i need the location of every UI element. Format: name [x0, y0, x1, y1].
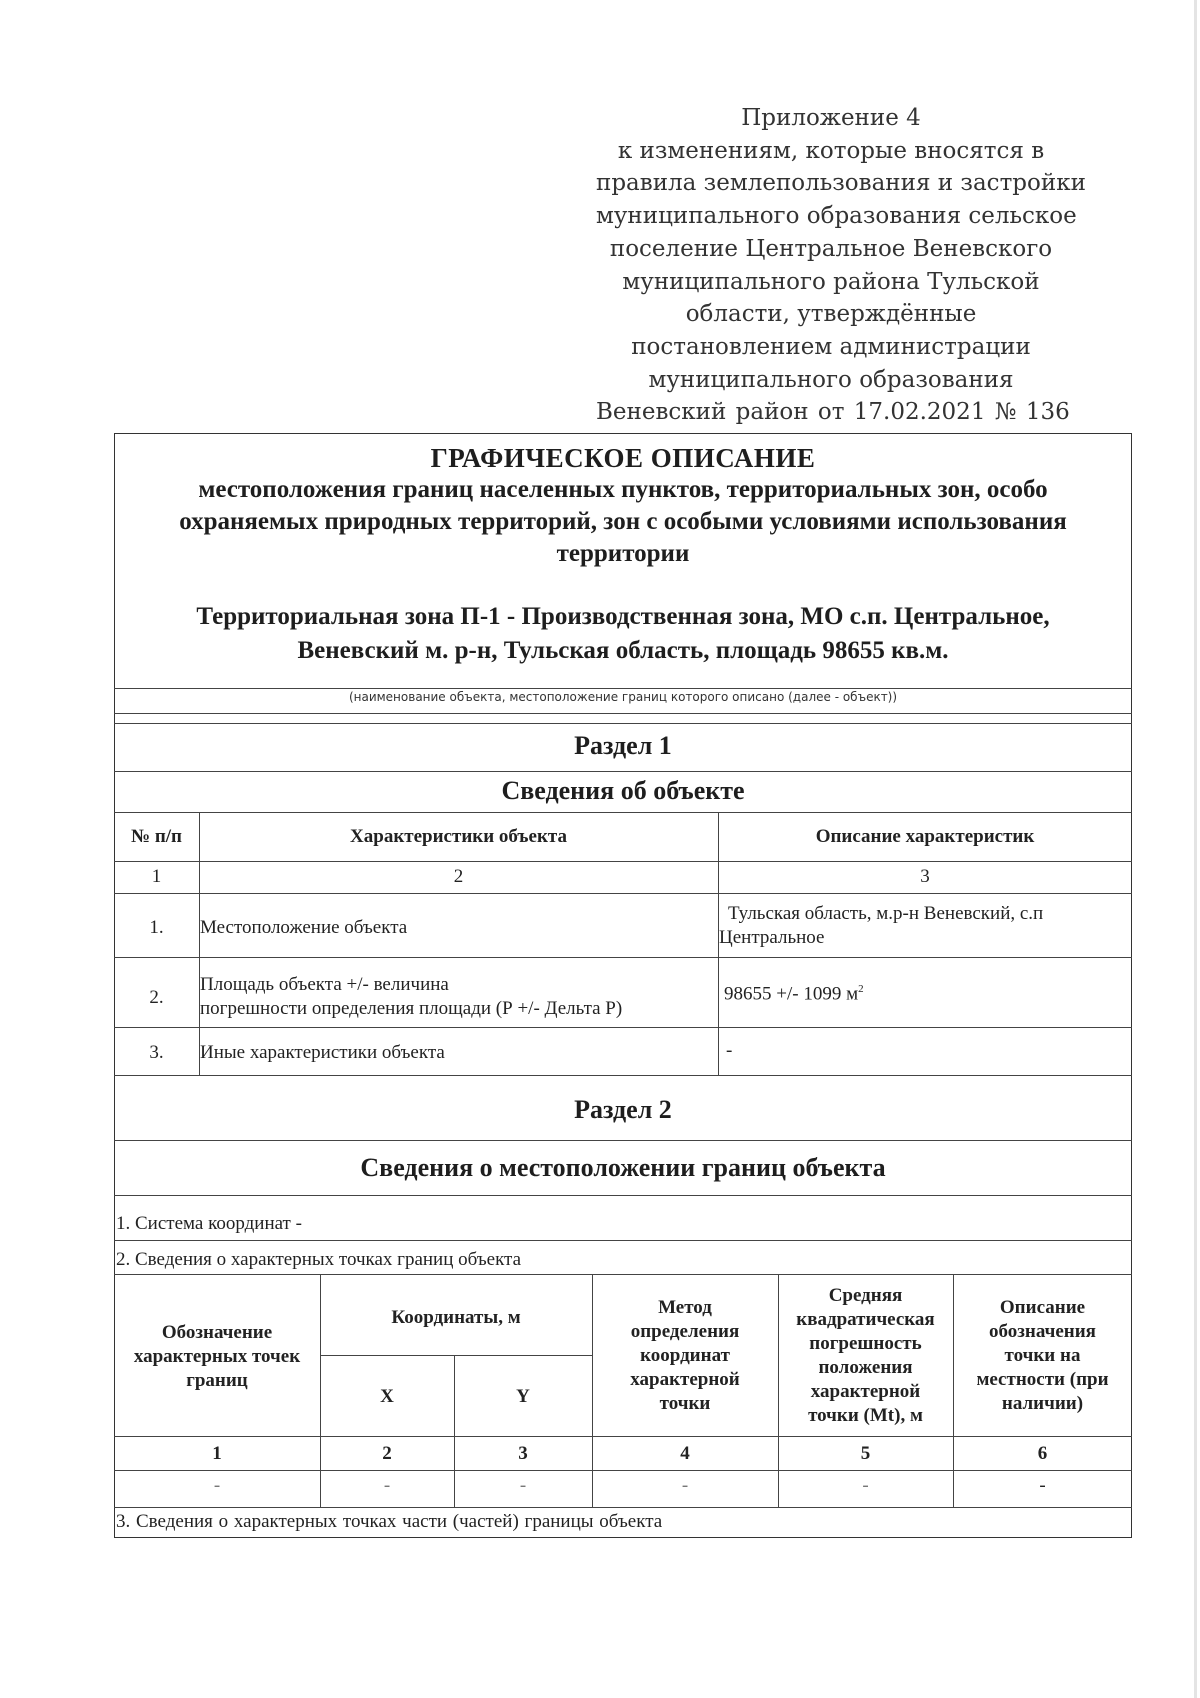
header-line: Обозначение — [161, 1322, 273, 1343]
header-line: точки — [659, 1393, 711, 1414]
object-name-line: Территориальная зона П-1 - Производственная зона, МО с.п. Центральное, — [196, 603, 1050, 630]
appendix-line: области, утверждённые — [685, 301, 977, 328]
row-number: 2. — [149, 987, 164, 1008]
appendix-line: правила землепользования и застройки — [596, 170, 1086, 197]
appendix-line: к изменениям, которые вносятся в — [617, 137, 1045, 164]
col-number: 1 — [151, 866, 162, 887]
row-divider — [114, 861, 1132, 862]
empty-cell: - — [519, 1475, 527, 1496]
col-header-coords: Координаты, м — [391, 1307, 521, 1328]
row-divider — [114, 893, 1132, 894]
object-name — [114, 600, 1132, 668]
table-col-line — [199, 812, 200, 1075]
row-divider — [114, 1470, 1132, 1471]
area-value: 98655 +/- 1099 м — [724, 983, 859, 1005]
row-value — [724, 983, 864, 1005]
area-unit-sup: 2 — [858, 983, 864, 995]
row-divider — [114, 1436, 1132, 1437]
header-line: квадратическая — [796, 1309, 935, 1330]
col-header-description: Описание характеристик — [815, 826, 1035, 847]
appendix-line: постановлением администрации — [631, 333, 1031, 360]
appendix-line: муниципального образования — [648, 366, 1014, 393]
row-number: 3. — [149, 1042, 164, 1063]
header-line: положения — [818, 1357, 913, 1378]
object-caption: (наименование объекта, местоположение границ которого описано (далее - объект)) — [348, 690, 898, 704]
header-line: погрешность — [809, 1333, 922, 1354]
header-line: определения — [630, 1321, 740, 1342]
col-header-method — [592, 1296, 778, 1416]
divider — [114, 1240, 1132, 1241]
empty-cell: - — [383, 1475, 391, 1496]
header-line: точки на — [1004, 1345, 1081, 1366]
header-line: Описание — [999, 1297, 1086, 1318]
header-line: границ — [186, 1370, 248, 1391]
empty-cell: - — [681, 1475, 689, 1496]
section2-subtitle: Сведения о местоположении границ объекта — [360, 1153, 886, 1182]
header-line: характерной — [810, 1381, 921, 1402]
row-divider — [114, 957, 1132, 958]
empty-cell: - — [213, 1475, 221, 1496]
row-name: Иные характеристики объекта — [200, 1042, 445, 1063]
col-header-y: Y — [516, 1386, 530, 1407]
points-caption: 2. Сведения о характерных точках границ объекта — [116, 1249, 522, 1270]
appendix-line: муниципального образования сельское — [596, 203, 1077, 230]
row-divider — [320, 1355, 592, 1356]
row-name: Местоположение объекта — [200, 917, 408, 938]
divider — [114, 723, 1132, 724]
row-value: - — [726, 1040, 733, 1061]
row-name: погрешности определения площади (Р +/- Дельта Р) — [200, 998, 623, 1019]
divider — [114, 1274, 1132, 1275]
appendix-note — [596, 102, 1086, 429]
row-number: 1. — [149, 917, 164, 938]
divider — [114, 1140, 1132, 1141]
appendix-line: муниципального района Тульской — [622, 268, 1040, 295]
col-number: 6 — [1037, 1443, 1048, 1464]
scan-edge — [1194, 0, 1197, 1698]
coord-system: 1. Система координат - — [116, 1213, 302, 1234]
col-number: 4 — [680, 1443, 690, 1464]
row-divider — [114, 1075, 1132, 1076]
header-line: точки (Mt), м — [808, 1405, 923, 1426]
subtitle-line: охраняемых природных территорий, зон с особыми условиями использования — [179, 508, 1067, 535]
col-header-characteristic: Характеристики объекта — [350, 826, 567, 847]
col-number: 2 — [453, 866, 464, 887]
appendix-line: поселение Центральное Веневского — [609, 235, 1053, 262]
section2-title: Раздел 2 — [574, 1095, 672, 1124]
divider — [114, 812, 1132, 813]
col-header-point-description — [953, 1296, 1132, 1416]
header-line: Метод — [658, 1297, 712, 1318]
row-value: Тульская область, м.р-н Веневский, с.п — [728, 903, 1044, 924]
divider — [114, 688, 1132, 689]
header-line: координат — [640, 1345, 730, 1366]
title: ГРАФИЧЕСКОЕ ОПИСАНИЕ — [430, 443, 816, 473]
col-number: 2 — [382, 1443, 392, 1464]
header-line: обозначения — [989, 1321, 1096, 1342]
appendix-line: Веневский район от 17.02.2021 № 136 — [596, 399, 1070, 426]
row-divider — [114, 1027, 1132, 1028]
col-number: 5 — [860, 1443, 871, 1464]
row-name: Площадь объекта +/- величина — [200, 974, 449, 995]
subtitle-line: местоположения границ населенных пунктов, территориальных зон, особо — [198, 476, 1048, 503]
col-number: 3 — [920, 866, 930, 887]
header-line: местности (при — [976, 1369, 1109, 1390]
object-name-line: Веневский м. р-н, Тульская область, площадь 98655 кв.м. — [297, 637, 949, 664]
empty-cell: - — [862, 1475, 869, 1496]
appendix-line: Приложение 4 — [741, 105, 921, 131]
row-divider — [114, 1507, 1132, 1508]
row-value: Центральное — [719, 927, 825, 948]
col-number: 3 — [518, 1443, 528, 1464]
section1-subtitle: Сведения об объекте — [501, 776, 745, 805]
header-line: Средняя — [828, 1285, 903, 1306]
header-line: наличии) — [1001, 1393, 1084, 1414]
divider — [114, 1195, 1132, 1196]
col-header-accuracy — [778, 1284, 953, 1428]
col-header-num: № п/п — [130, 826, 183, 847]
document-title — [114, 442, 1132, 570]
col-header-designation — [114, 1321, 320, 1393]
header-line: характерной — [630, 1369, 740, 1390]
section1-title: Раздел 1 — [574, 731, 672, 760]
header-line: характерных точек — [133, 1346, 301, 1367]
divider — [114, 771, 1132, 772]
col-header-x: X — [380, 1386, 394, 1407]
divider — [114, 713, 1132, 714]
parts-caption: 3. Сведения о характерных точках части (частей) границы объекта — [116, 1511, 663, 1532]
col-number: 1 — [212, 1443, 222, 1464]
subtitle-line: территории — [556, 540, 690, 567]
empty-cell: - — [1039, 1475, 1046, 1496]
